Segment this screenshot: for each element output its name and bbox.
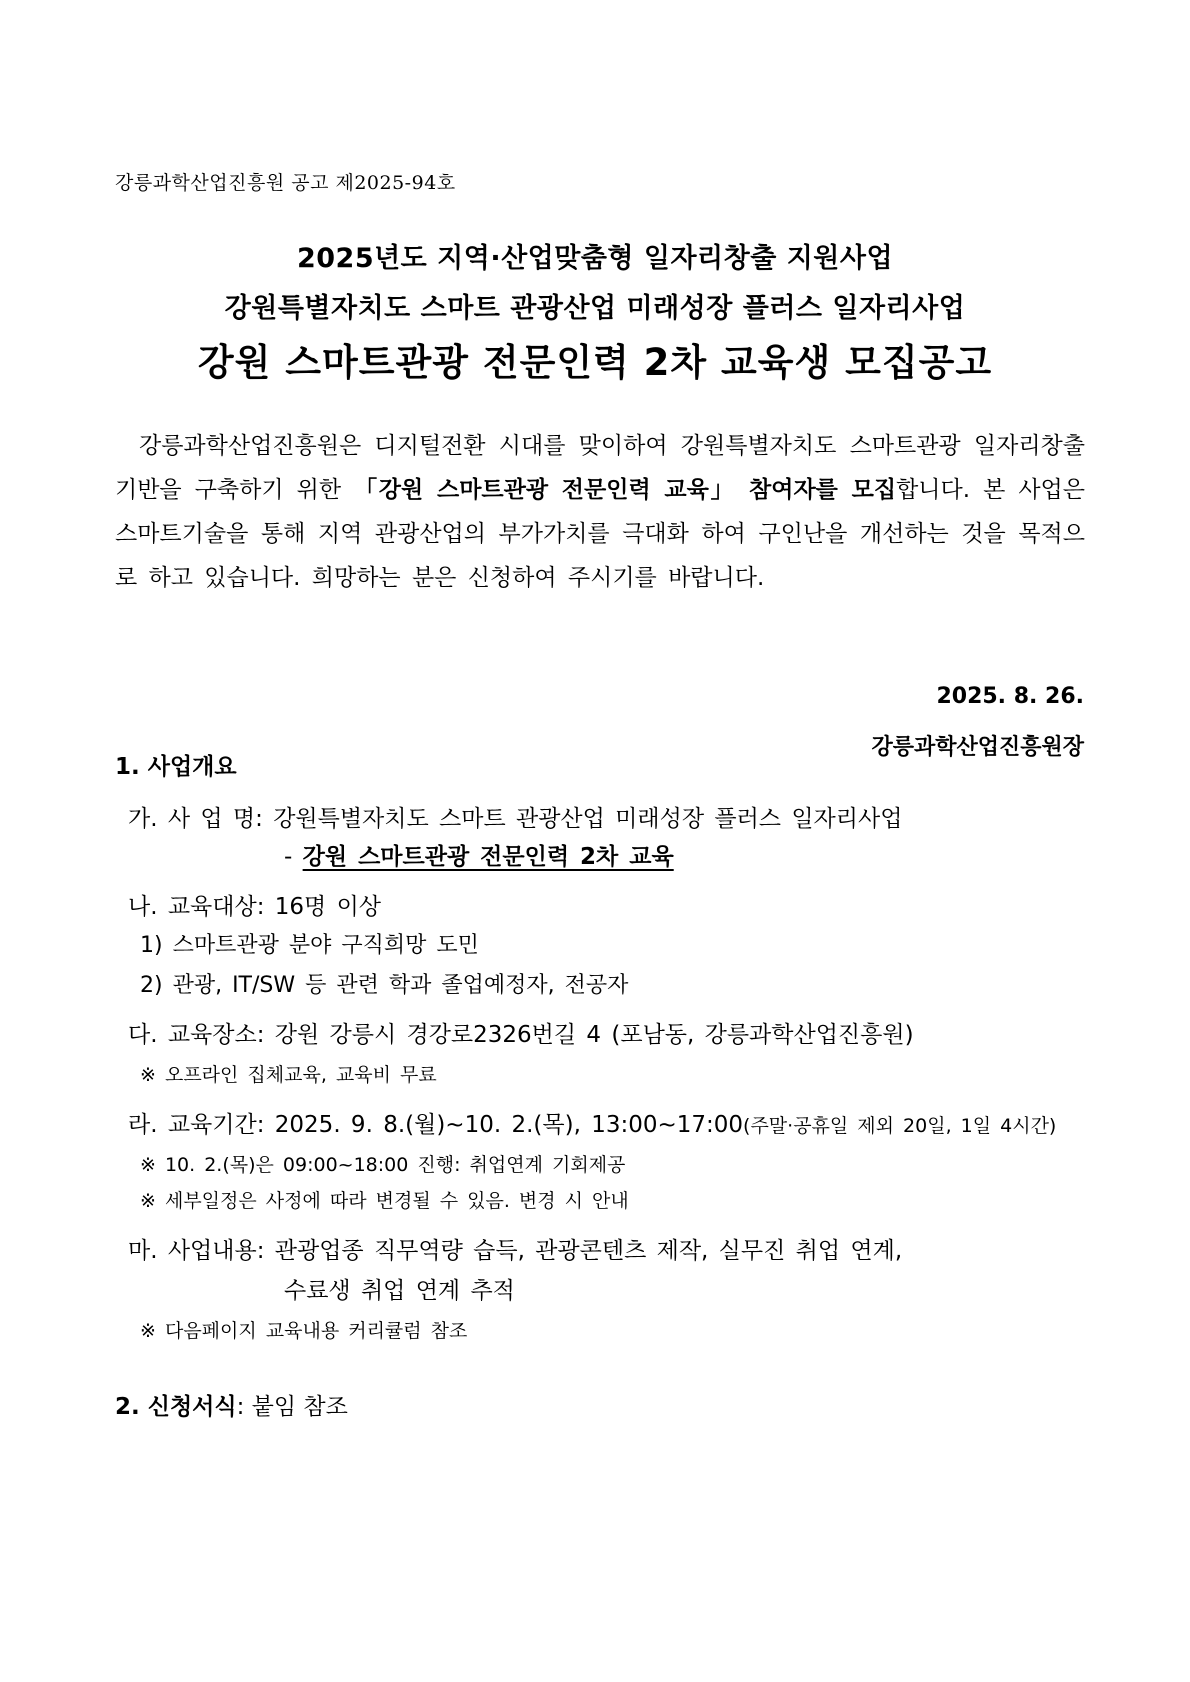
section-1-heading: 1. 사업개요 xyxy=(115,754,237,780)
item-da xyxy=(128,1016,914,1049)
item-ra-value-small: (주말·공휴일 제외 20일, 1일 4시간) xyxy=(743,1115,1057,1137)
item-ga-dash: - xyxy=(284,844,303,870)
item-na-1: 1) 스마트관광 분야 구직희망 도민 xyxy=(140,933,479,958)
item-na-2: 2) 관광, IT/SW 등 관련 학과 졸업예정자, 전공자 xyxy=(140,973,629,998)
item-da-note: ※ 오프라인 집체교육, 교육비 무료 xyxy=(140,1064,437,1086)
notice-date: 2025. 8. 26. xyxy=(936,684,1084,709)
item-na-label: 나. 교육대상: xyxy=(128,894,265,920)
intro-text-1: 강릉과학산업진흥원은 디지털전환 시대를 맞이하여 강원특별자치도 스마트관광 일자리창출 기반을 구축하기 위한 xyxy=(115,433,1085,503)
item-ma-value-2: 수료생 취업 연계 추적 xyxy=(284,1278,515,1304)
intro-paragraph xyxy=(115,424,1085,600)
item-ma-value-1: 관광업종 직무역량 습득, 관광콘텐츠 제작, 실무진 취업 연계, xyxy=(274,1238,903,1264)
section-2-value: : 붙임 참조 xyxy=(236,1394,348,1420)
item-ra-label: 라. 교육기간: xyxy=(128,1112,265,1138)
item-ra-note-2: ※ 세부일정은 사정에 따라 변경될 수 있음. 변경 시 안내 xyxy=(140,1190,629,1212)
item-ma-label: 마. 사업내용: xyxy=(128,1238,265,1264)
intro-text-2: 합니다. 본 사업은 스마트기술을 통해 지역 관광산업의 부가가치를 극대화 하여 구인난을 개선하는 것을 목적으로 하고 있습니다. 희망하는 분은 신청하여 주시기를 바랍니다. xyxy=(115,477,1085,591)
title-line-2: 강원특별자치도 스마트 관광산업 미래성장 플러스 일자리사업 xyxy=(224,293,966,324)
item-na-value: 16명 이상 xyxy=(274,894,382,920)
section-2 xyxy=(115,1388,348,1421)
item-ga-label: 가. 사 업 명: xyxy=(128,806,263,832)
item-ga-sub xyxy=(284,838,674,871)
item-da-label: 다. 교육장소: xyxy=(128,1022,265,1048)
title-line-1: 2025년도 지역·산업맞춤형 일자리창출 지원사업 xyxy=(296,243,894,274)
item-da-value: 강원 강릉시 경강로2326번길 4 (포남동, 강릉과학산업진흥원) xyxy=(274,1022,914,1048)
item-ga xyxy=(128,800,902,833)
item-ma xyxy=(128,1232,902,1265)
section-2-heading: 2. 신청서식 xyxy=(115,1394,237,1420)
main-title: 강원 스마트관광 전문인력 2차 교육생 모집공고 xyxy=(197,341,993,384)
notice-number: 강릉과학산업진흥원 공고 제2025-94호 xyxy=(115,172,456,194)
signer: 강릉과학산업진흥원장 xyxy=(871,735,1084,760)
item-ga-sub-value: 강원 스마트관광 전문인력 2차 교육 xyxy=(302,844,674,870)
intro-text-bold: 「강원 스마트관광 전문인력 교육」 참여자를 모집 xyxy=(354,477,897,503)
item-ma-note: ※ 다음페이지 교육내용 커리큘럼 참조 xyxy=(140,1320,468,1342)
item-ra xyxy=(128,1106,1056,1139)
item-na xyxy=(128,888,381,921)
item-ga-value: 강원특별자치도 스마트 관광산업 미래성장 플러스 일자리사업 xyxy=(273,806,903,832)
item-ra-value: 2025. 9. 8.(월)~10. 2.(목), 13:00~17:00 xyxy=(274,1112,744,1138)
item-ra-note-1: ※ 10. 2.(목)은 09:00~18:00 진행: 취업연계 기회제공 xyxy=(140,1154,626,1176)
